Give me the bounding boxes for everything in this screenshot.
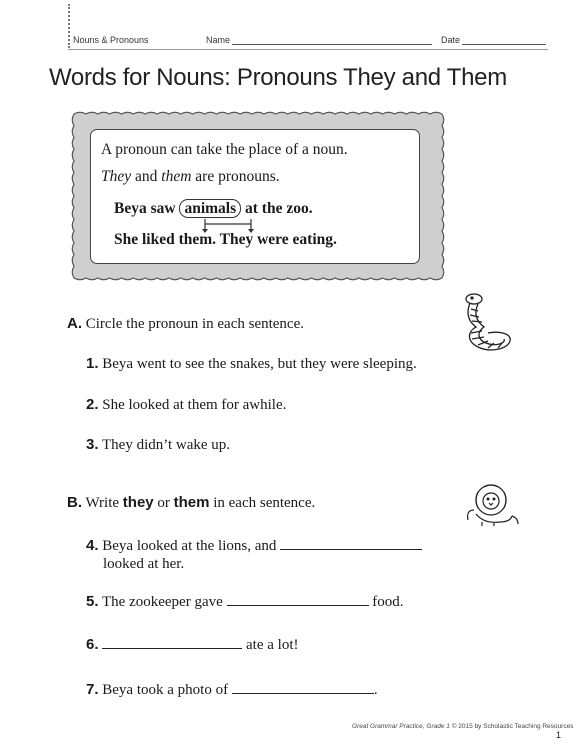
- list-item[interactable]: [86, 436, 230, 454]
- section-a-instruction: [67, 315, 304, 333]
- item-text-post: .: [373, 682, 378, 698]
- section-b-or: or: [153, 495, 174, 511]
- section-a-letter: A.: [67, 315, 82, 332]
- list-item: [86, 591, 404, 611]
- rule-rest: are pronouns.: [191, 168, 280, 185]
- item-number: 6.: [86, 636, 99, 653]
- list-item-continuation: looked at her.: [103, 556, 185, 572]
- section-b-pre: Write: [85, 495, 123, 511]
- section-b-instruction: [67, 494, 315, 512]
- item-text: They didn’t wake up.: [102, 437, 231, 453]
- page-title: Words for Nouns: Pronouns They and Them: [49, 64, 507, 91]
- lion-icon: [464, 480, 522, 528]
- rule-and: and: [131, 168, 162, 185]
- example-sentence-1: [114, 200, 313, 218]
- rule-line-1: A pronoun can take the place of a noun.: [101, 141, 348, 158]
- item-text: She looked at them for awhile.: [102, 397, 287, 413]
- list-item: [86, 634, 299, 654]
- answer-blank[interactable]: [232, 679, 374, 694]
- answer-blank[interactable]: [227, 591, 369, 606]
- word-them: them: [173, 494, 210, 511]
- circled-noun: animals: [179, 199, 241, 218]
- list-item: [86, 679, 378, 699]
- rule-word-them: them: [161, 168, 192, 185]
- answer-blank[interactable]: [102, 634, 242, 649]
- header-dotted-line: [68, 4, 70, 48]
- item-number: 7.: [86, 681, 99, 698]
- example1-pre: Beya saw: [114, 200, 180, 217]
- list-item: [86, 535, 422, 555]
- snake-icon: [458, 291, 516, 355]
- header-rule: [68, 49, 548, 50]
- item-number: 4.: [86, 537, 99, 554]
- section-b-letter: B.: [67, 494, 82, 511]
- item-number: 2.: [86, 396, 99, 413]
- list-item[interactable]: [86, 355, 417, 373]
- name-label: Name: [206, 35, 231, 45]
- footer-credit: [352, 723, 573, 730]
- example-sentence-2: She liked them. They were eating.: [114, 231, 337, 248]
- footer-copyright: © 2015 by Scholastic Teaching Resources: [449, 723, 574, 730]
- item-text-post: food.: [368, 594, 404, 610]
- item-number: 3.: [86, 436, 99, 453]
- date-field[interactable]: [462, 44, 546, 45]
- list-item[interactable]: [86, 396, 286, 414]
- item-number: 1.: [86, 355, 99, 372]
- rule-line-2: [101, 168, 280, 186]
- item-text-post: ate a lot!: [242, 637, 299, 653]
- header-subject: Nouns & Pronouns: [73, 35, 149, 45]
- page-number: 1: [556, 730, 562, 740]
- item-text-pre: Beya took a photo of: [102, 682, 232, 698]
- item-text: Beya went to see the snakes, but they were sleeping.: [102, 356, 417, 372]
- item-number: 5.: [86, 593, 99, 610]
- word-they: they: [122, 494, 154, 511]
- section-b-post: in each sentence.: [209, 495, 316, 511]
- item-text-pre: The zookeeper gave: [102, 594, 227, 610]
- item-text-pre: Beya looked at the lions, and: [102, 538, 281, 554]
- rule-word-they: They: [101, 168, 132, 185]
- example1-post: at the zoo.: [241, 200, 313, 217]
- date-label: Date: [441, 35, 461, 45]
- name-field[interactable]: [232, 44, 432, 45]
- answer-blank[interactable]: [280, 535, 422, 550]
- footer-book-title: Great Grammar Practice, Grade 1: [352, 723, 450, 730]
- section-a-text: Circle the pronoun in each sentence.: [85, 316, 304, 332]
